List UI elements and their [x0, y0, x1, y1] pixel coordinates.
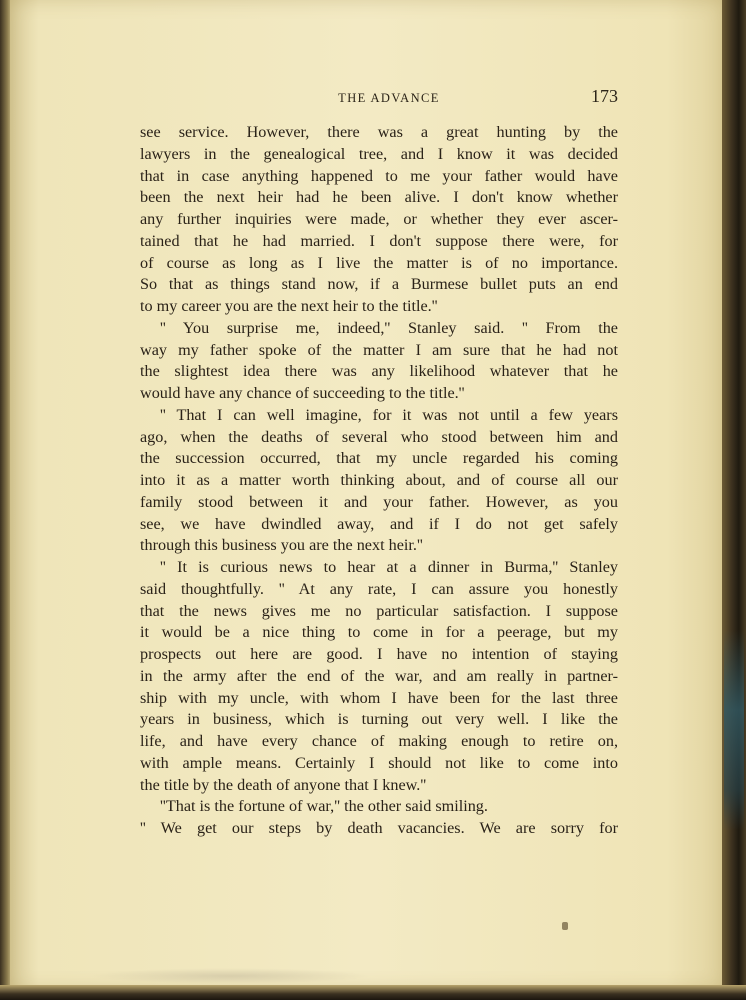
text-line: any further inquiries were made, or whether they ever ascer-: [140, 210, 618, 228]
text-line: the slightest idea there was any likelihood whatever that he: [140, 362, 618, 381]
text-line: years in business, which is turning out very well. I like the: [140, 710, 618, 729]
text-line: way my father spoke of the matter I am sure that he had not: [140, 340, 618, 359]
text-line: ago, when the deaths of several who stood between him and: [140, 427, 618, 446]
text-line: said thoughtfully. '' At any rate, I can assure you honestly: [140, 579, 618, 598]
text-line: would have any chance of succeeding to the title.'': [140, 384, 465, 402]
text-line: ''That is the fortune of war,'' the other said smiling.: [160, 797, 488, 816]
cover-stain: [724, 630, 744, 830]
text-line: to my career you are the next heir to the title.'': [140, 297, 438, 315]
body-text: [140, 122, 618, 840]
text-line: '' It is curious news to hear at a dinner in Burma,'' Stanley: [160, 558, 618, 576]
text-line: life, and have every chance of making enough to retire on,: [140, 732, 618, 750]
page-smudge: [90, 968, 370, 984]
text-line: So that as things stand now, if a Burmese bullet puts an end: [140, 275, 618, 294]
text-line: see, we have dwindled away, and if I do not get safely: [140, 514, 618, 533]
page-header: [140, 86, 618, 114]
text-line: see service. However, there was a great hunting by the: [140, 123, 618, 141]
page-number: 173: [591, 86, 618, 106]
text-line: tained that he had married. I don't suppose there were, for: [140, 231, 618, 250]
text-line: the succession occurred, that my uncle regarded his coming: [140, 449, 618, 468]
text-line: '' You surprise me, indeed,'' Stanley said. '' From the: [160, 318, 618, 337]
text-line: that in case anything happened to me your father would have: [140, 166, 618, 185]
text-line: been the next heir had he been alive. I don't know whether: [140, 188, 618, 207]
text-line: through this business you are the next heir.'': [140, 536, 423, 555]
text-line: lawyers in the genealogical tree, and I know it was decided: [140, 144, 618, 163]
ink-speck: [562, 922, 568, 930]
text-line: family stood between it and your father. However, as you: [140, 492, 618, 511]
text-line: with ample means. Certainly I should not like to come into: [140, 753, 618, 772]
text-line: '' We get our steps by death vacancies. We are sorry for: [140, 819, 618, 837]
text-line: that the news gives me no particular satisfaction. I suppose: [140, 601, 618, 620]
text-line: '' That I can well imagine, for it was not until a few years: [160, 405, 618, 424]
text-line: ship with my uncle, with whom I have been for the last three: [140, 688, 618, 707]
text-line: into it as a matter worth thinking about, and of course all our: [140, 471, 618, 489]
text-line: of course as long as I live the matter is of no importance.: [140, 253, 618, 272]
running-head: THE ADVANCE: [338, 91, 440, 105]
book-cover-edge: [722, 0, 746, 1000]
text-line: the title by the death of anyone that I knew.'': [140, 775, 427, 794]
page-bottom-edge: [0, 985, 746, 1000]
text-line: in the army after the end of the war, and am really in partner-: [140, 666, 618, 685]
text-line: it would be a nice thing to come in for a peerage, but my: [140, 623, 618, 642]
text-line: prospects out here are good. I have no intention of staying: [140, 645, 618, 663]
